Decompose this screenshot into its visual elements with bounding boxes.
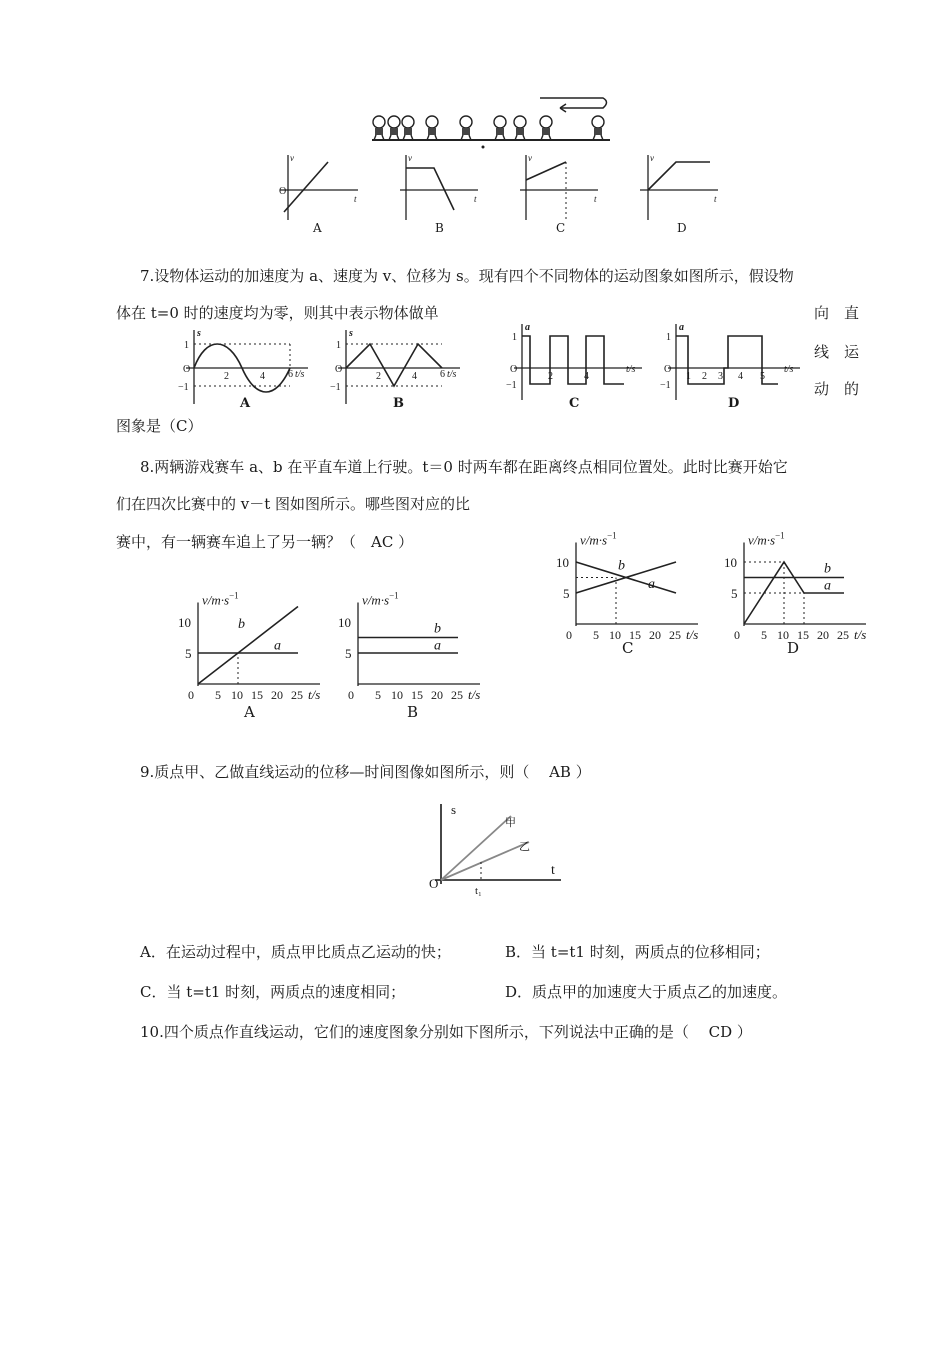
x-tick-5: 5 xyxy=(761,628,767,642)
x-tick-0: 0 xyxy=(188,688,194,702)
axis-t: t xyxy=(354,194,357,204)
tick-4x: 4 xyxy=(738,371,743,382)
x-axis-label: t/s xyxy=(854,627,867,642)
series-b-line xyxy=(198,607,298,685)
tick-5x: 5 xyxy=(760,371,765,382)
tick-1: 1 xyxy=(666,332,671,343)
axis-v: v xyxy=(528,153,532,163)
axis-a: a xyxy=(525,322,530,333)
q9-option-B: B．当 t=t1 时刻，两质点的位移相同； xyxy=(505,943,770,961)
q7-label-B: B xyxy=(393,396,404,411)
series-b-label: b xyxy=(824,561,831,577)
q8-label-A: A xyxy=(244,703,255,721)
y-tick-10: 10 xyxy=(178,615,191,630)
axis-s: s xyxy=(197,328,201,339)
y-axis-label: $v/m\cdot s^{-1}$ xyxy=(202,590,239,608)
y-axis-label: $v/m\cdot s^{-1}$ xyxy=(580,530,617,548)
q7-graph-C xyxy=(506,322,646,402)
q8-graph-D xyxy=(716,508,876,658)
runner-figure xyxy=(373,116,385,140)
series-b-label: b xyxy=(238,617,245,633)
q9-option-A: A．在运动过程中，质点甲比质点乙运动的快； xyxy=(140,943,451,961)
x-tick-25: 25 xyxy=(451,688,463,702)
series-a-label: a xyxy=(434,638,441,654)
series-a-label: a xyxy=(648,577,655,593)
axis-t: t/s xyxy=(295,369,305,380)
tick-6: 6 xyxy=(288,369,293,380)
origin: O xyxy=(279,186,287,197)
q7-label-C: C xyxy=(569,396,580,411)
x-tick-15: 15 xyxy=(251,688,263,702)
q7-right-2: 线 运 xyxy=(814,343,860,361)
x-tick-5: 5 xyxy=(215,688,221,702)
q9-option-D: D．质点甲的加速度大于质点乙的加速度。 xyxy=(505,983,788,1001)
x-tick-10: 10 xyxy=(777,628,789,642)
tick-2: 2 xyxy=(548,371,553,382)
q8-line2: 们在四次比赛中的 v－t 图如图所示。哪些图对应的比 xyxy=(116,495,471,513)
yi-label: 乙 xyxy=(519,841,530,853)
runner-figure xyxy=(540,116,552,140)
runners-illustration xyxy=(0,0,950,160)
y-tick-5: 5 xyxy=(563,586,570,601)
y-axis-label: $v/m\cdot s^{-1}$ xyxy=(748,530,785,548)
series-a-label: a xyxy=(824,578,831,594)
runner-figure xyxy=(460,116,472,140)
x-tick-0: 0 xyxy=(348,688,354,702)
tick-neg1: −1 xyxy=(178,382,189,393)
axis-t: t xyxy=(714,194,717,204)
tick-2: 2 xyxy=(224,371,229,382)
x-tick-25: 25 xyxy=(837,628,849,642)
q8-line3: 赛中，有一辆赛车追上了另一辆？（ AC ） xyxy=(116,533,414,551)
q8-graph-B xyxy=(330,568,490,718)
t1-label: t₁ xyxy=(475,885,482,897)
axis-v: v xyxy=(408,153,412,163)
tick-2: 2 xyxy=(376,371,381,382)
runner-figure xyxy=(402,116,414,140)
x-tick-5: 5 xyxy=(593,628,599,642)
x-tick-20: 20 xyxy=(271,688,283,702)
tick-1: 1 xyxy=(184,340,189,351)
tick-3x: 3 xyxy=(718,371,723,382)
runner-figure xyxy=(426,116,438,140)
top-label-C: C xyxy=(556,221,566,235)
x-tick-20: 20 xyxy=(817,628,829,642)
axis-t: t xyxy=(551,863,555,878)
tick-0: O xyxy=(335,364,343,375)
axis-t: t/s xyxy=(626,364,636,375)
runner-figure xyxy=(494,116,506,140)
q7-graph-D xyxy=(660,322,810,402)
x-tick-0: 0 xyxy=(566,628,572,642)
tick-neg1: −1 xyxy=(660,380,671,391)
y-tick-10: 10 xyxy=(724,555,737,570)
q8-label-C: C xyxy=(622,639,634,657)
tick-1x: 1 xyxy=(686,371,691,382)
q9-graph xyxy=(425,798,575,898)
y-tick-10: 10 xyxy=(556,555,569,570)
y-tick-5: 5 xyxy=(731,586,738,601)
x-tick-0: 0 xyxy=(734,628,740,642)
axis-s: s xyxy=(349,328,353,339)
q8-graph-A xyxy=(170,568,330,718)
q7-label-D: D xyxy=(728,396,740,411)
x-tick-10: 10 xyxy=(231,688,243,702)
axis-t: t/s xyxy=(447,369,457,380)
q8-line1: 8.两辆游戏赛车 a、b 在平直车道上行驶。t＝0 时两车都在距离终点相同位置处。此时比赛开始它 xyxy=(140,458,788,476)
x-tick-15: 15 xyxy=(797,628,809,642)
tick-neg1: −1 xyxy=(330,382,341,393)
axis-t: t xyxy=(594,194,597,204)
jia-label: 甲 xyxy=(505,817,516,829)
top-label-A: A xyxy=(313,221,322,235)
x-axis-label: t/s xyxy=(308,687,321,702)
tick-4: 4 xyxy=(584,371,589,382)
axis-t: t/s xyxy=(784,364,794,375)
tick-4: 4 xyxy=(260,371,265,382)
tick-4: 4 xyxy=(412,371,417,382)
q8-label-D: D xyxy=(787,639,800,657)
q7-label-A: A xyxy=(240,396,251,411)
axis-t: t xyxy=(474,194,477,204)
tick-2x: 2 xyxy=(702,371,707,382)
series-b-label: b xyxy=(618,558,625,574)
origin: O xyxy=(429,876,439,891)
axis-a: a xyxy=(679,322,684,333)
tick-neg1: −1 xyxy=(506,380,517,391)
y-axis-label: $v/m\cdot s^{-1}$ xyxy=(362,590,399,608)
y-tick-5: 5 xyxy=(345,646,352,661)
x-tick-15: 15 xyxy=(629,628,641,642)
q9-line1: 9.质点甲、乙做直线运动的位移—时间图像如图所示，则（ AB ） xyxy=(140,763,591,781)
x-tick-15: 15 xyxy=(411,688,423,702)
tick-0: O xyxy=(183,364,191,375)
q8-graph-C xyxy=(548,508,708,658)
top-label-B: B xyxy=(435,221,444,235)
runner-figure xyxy=(592,116,604,140)
q7-right-1: 向 直 xyxy=(814,304,860,322)
x-tick-5: 5 xyxy=(375,688,381,702)
x-tick-20: 20 xyxy=(649,628,661,642)
runner-figure xyxy=(514,116,526,140)
tick-1: 1 xyxy=(512,332,517,343)
axis-v: v xyxy=(650,153,654,163)
series-b-label: b xyxy=(434,621,441,637)
top-label-D: D xyxy=(677,221,687,235)
y-tick-10: 10 xyxy=(338,615,351,630)
x-tick-25: 25 xyxy=(291,688,303,702)
axis-v: v xyxy=(290,153,294,163)
axis-s: s xyxy=(451,802,457,817)
runner-figure xyxy=(388,116,400,140)
q7-line2: 体在 t=0 时的速度均为零，则其中表示物体做单 xyxy=(116,304,439,322)
q8-label-B: B xyxy=(407,703,419,721)
q7-right-3: 动 的 xyxy=(814,380,860,398)
x-tick-10: 10 xyxy=(609,628,621,642)
tick-1: 1 xyxy=(336,340,341,351)
x-axis-label: t/s xyxy=(468,687,481,702)
series-a-label: a xyxy=(274,638,281,654)
tick-6: 6 xyxy=(440,369,445,380)
x-axis-label: t/s xyxy=(686,627,699,642)
q10-line1: 10.四个质点作直线运动，它们的速度图象分别如下图所示，下列说法中正确的是（ CD ） xyxy=(140,1023,752,1041)
x-tick-20: 20 xyxy=(431,688,443,702)
tick-0: O xyxy=(664,364,672,375)
x-tick-25: 25 xyxy=(669,628,681,642)
x-tick-10: 10 xyxy=(391,688,403,702)
q7-line3: 图象是（C） xyxy=(116,417,203,435)
q9-option-C: C．当 t=t1 时刻，两质点的速度相同； xyxy=(140,983,406,1001)
q7-line1: 7.设物体运动的加速度为 a、速度为 v、位移为 s。现有四个不同物体的运动图象如图所示，假设物 xyxy=(140,267,794,285)
tick-0: O xyxy=(510,364,518,375)
y-tick-5: 5 xyxy=(185,646,192,661)
